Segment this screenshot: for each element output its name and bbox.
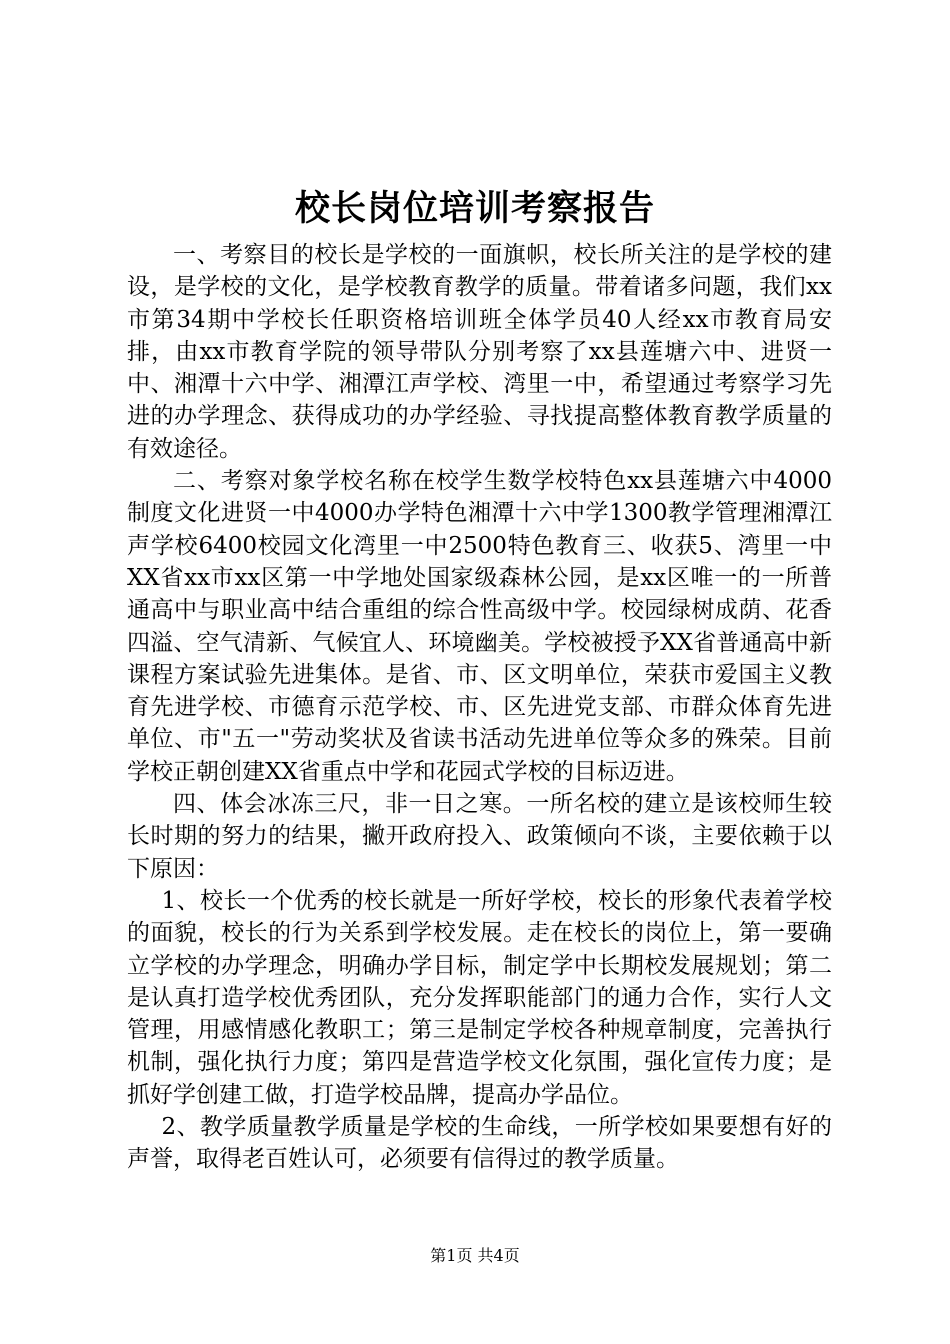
paragraph-quality: 2、教学质量教学质量是学校的生命线，一所学校如果要想有好的声誉，取得老百姓认可，必须要有信得过的教学质量。 <box>127 1114 832 1173</box>
paragraph-objects: 二、考察对象学校名称在校学生数学校特色xx县莲塘六中4000制度文化进贤一中4000办学特色湘潭十六中学1300教学管理湘潭江声学校6400校园文化湾里一中2500特色教育三、收获5、湾里一中XX省xx市xx区第一中学地处国家级森林公园，是xx区唯一的一所普通高中与职业高中结合重组的综合性高级中学。校园绿树成荫、花香四溢、空气清新、气候宜人、环境幽美。学校被授予XX省普通高中新课程方案试验先进集体。是省、市、区文明单位，荣获市爱国主义教育先进学校、市德育示范学校、市、区先进党支部、市群众体育先进单位、市"五一"劳动奖状及省读书活动先进单位等众多的殊荣。目前学校正朝创建XX省重点中学和花园式学校的目标迈进。 <box>127 468 832 785</box>
paragraph-principal: 1、校长一个优秀的校长就是一所好学校，校长的形象代表着学校的面貌，校长的行为关系到学校发展。走在校长的岗位上，第一要确立学校的办学理念，明确办学目标，制定学中长期校发展规划；第二是认真打造学校优秀团队，充分发挥职能部门的通力合作，实行人文管理，用感情感化教职工；第三是制定学校各种规章制度，完善执行机制，强化执行力度；第四是营造学校文化氛围，强化宣传力度；是抓好学创建工做，打造学校品牌，提高办学品位。 <box>127 887 832 1108</box>
page-number: 第1页 共4页 <box>430 1246 520 1265</box>
paragraph-purpose: 一、考察目的校长是学校的一面旗帜，校长所关注的是学校的建设，是学校的文化，是学校教育教学的质量。带着诸多问题，我们xx市第34期中学校长任职资格培训班全体学员40人经xx市教育局安排，由xx市教育学院的领导带队分别考察了xx县莲塘六中、进贤一中、湘潭十六中学、湘潭江声学校、湾里一中，希望通过考察学习先进的办学理念、获得成功的办学经验、寻找提高整体教育教学质量的有效途径。 <box>127 242 832 462</box>
document-body <box>127 239 832 1176</box>
paragraph-experience: 四、体会冰冻三尺，非一日之寒。一所名校的建立是该校师生较长时期的努力的结果，撇开政府投入、政策倾向不谈，主要依赖于以下原因： <box>127 791 832 882</box>
document-title: 校长岗位培训考察报告 <box>294 188 655 229</box>
